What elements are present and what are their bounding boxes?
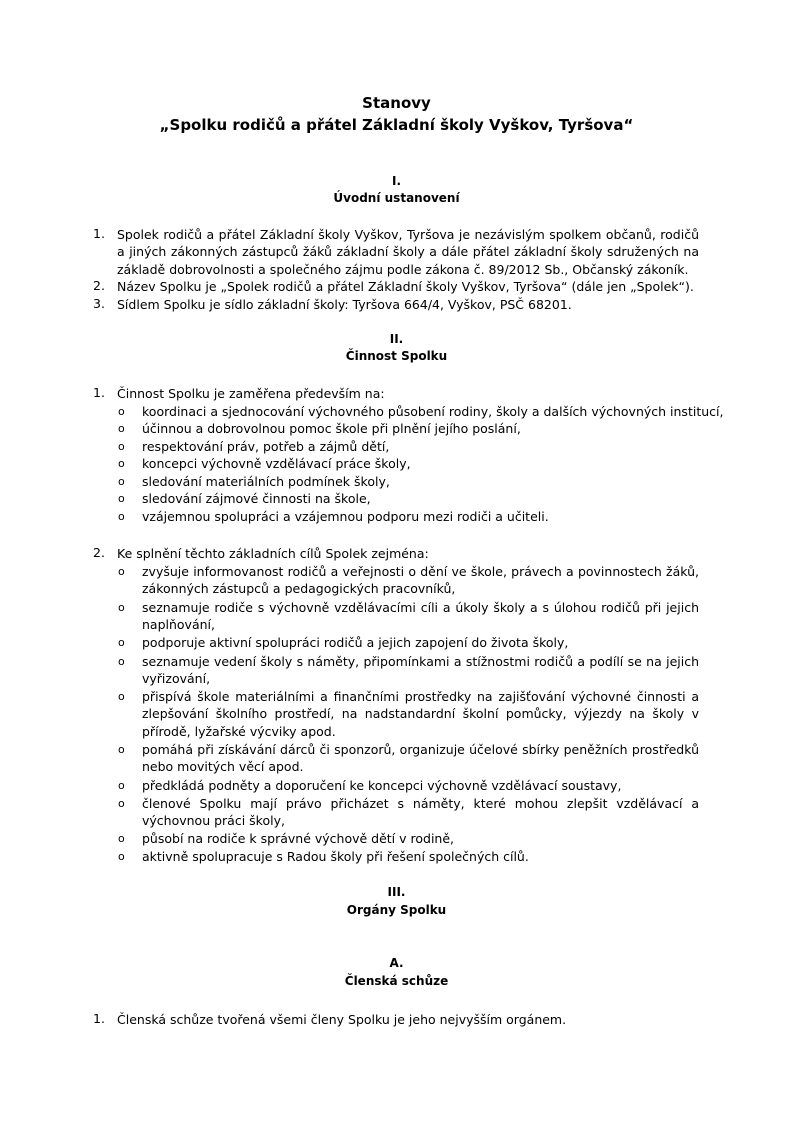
bullet-item-text: seznamuje rodiče s výchovně vzdělávacími cíli a úkoly školy a s úlohou rodičů při jejich naplňování, [142,600,699,633]
bullet-marker: o [118,457,125,470]
bullet-marker: o [118,832,125,845]
bullet-item-text: členové Spolku mají právo přicházet s náměty, které mohou zlepšit vzdělávací a výchovnou práci školy, [142,796,699,829]
bullet-item-text: koncepci výchovně vzdělávací práce školy, [142,456,411,471]
bullet-marker: o [118,475,125,488]
bullet-marker: o [118,743,125,756]
bullet-marker: o [118,601,125,614]
bullet-marker: o [118,690,125,703]
bullet-marker: o [118,655,125,668]
section-number: III. [387,885,406,899]
list-marker: 1. [93,385,105,400]
list-marker: 2. [93,545,105,560]
list-marker: 2. [93,278,105,293]
bullet-marker: o [118,797,125,810]
bullet-marker: o [118,510,125,523]
bullet-item-text: seznamuje vedení školy s náměty, připomínkami a stížnostmi rodičů a podílí se na jejich vyřizování, [142,654,699,687]
bullet-item-text: přispívá škole materiálními a finančními prostředky na zajišťování výchovné činnosti a zlepšování školního prostředí, na nadstandardní školní pomůcky, výjezdy na školy v přírodě, lyžařské výcviky apod. [142,689,699,739]
section-number: II. [389,332,404,346]
section-title: Činnost Spolku [345,349,448,363]
list-marker: 1. [93,226,105,241]
section-title: Úvodní ustanovení [333,191,460,205]
bullet-item-text: koordinaci a sjednocování výchovného působení rodiny, školy a dalších výchovných institucí, [142,404,724,419]
bullet-marker: o [118,440,125,453]
bullet-marker: o [118,779,125,792]
bullet-item-text: aktivně spolupracuje s Radou školy při řešení společných cílů. [142,849,529,864]
bullet-item-text: pomáhá při získávání dárců či sponzorů, organizuje účelové sbírky peněžních prostředků nebo movitých věcí apod. [142,742,699,775]
bullet-marker: o [118,636,125,649]
section-number: I. [391,174,402,188]
list-item-text: Ke splnění těchto základních cílů Spolek zejména: [117,546,429,561]
bullet-item-text: působí na rodiče k správné výchově dětí v rodině, [142,831,454,846]
bullet-item-text: sledování zájmové činnosti na škole, [142,491,371,506]
bullet-marker: o [118,565,125,578]
document-title: Stanovy [362,94,431,112]
list-item-text: Sídlem Spolku je sídlo základní školy: Tyršova 664/4, Vyškov, PSČ 68201. [117,297,572,312]
list-item-text: Činnost Spolku je zaměřena především na: [117,386,385,401]
section-title: Orgány Spolku [346,903,447,917]
list-marker: 3. [93,296,105,311]
bullet-item-text: respektování práv, potřeb a zájmů dětí, [142,439,390,454]
bullet-item-text: účinnou a dobrovolnou pomoc škole při plnění jejího poslání, [142,421,521,436]
bullet-marker: o [118,422,125,435]
list-marker: 1. [93,1011,105,1026]
document-subtitle: „Spolku rodičů a přátel Základní školy Vyškov, Tyršova“ [159,116,634,134]
bullet-marker: o [118,492,125,505]
subsection-title: Členská schůze [344,974,449,988]
subsection-number: A. [389,956,404,970]
bullet-item-text: předkládá podněty a doporučení ke koncepci výchovně vzdělávací soustavy, [142,778,622,793]
list-item-text: Členská schůze tvořená všemi členy Spolku je jeho nejvyšším orgánem. [117,1012,567,1027]
bullet-item-text: sledování materiálních podmínek školy, [142,474,390,489]
bullet-marker: o [118,850,125,863]
bullet-marker: o [118,405,125,418]
bullet-item-text: vzájemnou spolupráci a vzájemnou podporu mezi rodiči a učiteli. [142,509,549,524]
bullet-item-text: podporuje aktivní spolupráci rodičů a jejich zapojení do života školy, [142,635,569,650]
list-item-text: Spolek rodičů a přátel Základní školy Vyškov, Tyršova je nezávislým spolkem občanů, rodičů a jiných zákonných zástupců žáků základní školy a dále přátel základní školy sdružených na základě dobrovolnosti a společného zájmu podle zákona č. 89/2012 Sb., Občanský zákoník. [117,227,699,277]
bullet-item-text: zvyšuje informovanost rodičů a veřejnosti o dění ve škole, právech a povinnostech žáků, zákonných zástupců a pedagogických pracovníků, [142,564,699,597]
list-item-text: Název Spolku je „Spolek rodičů a přátel Základní školy Vyškov, Tyršova“ (dále jen „Spolek“). [117,279,694,294]
